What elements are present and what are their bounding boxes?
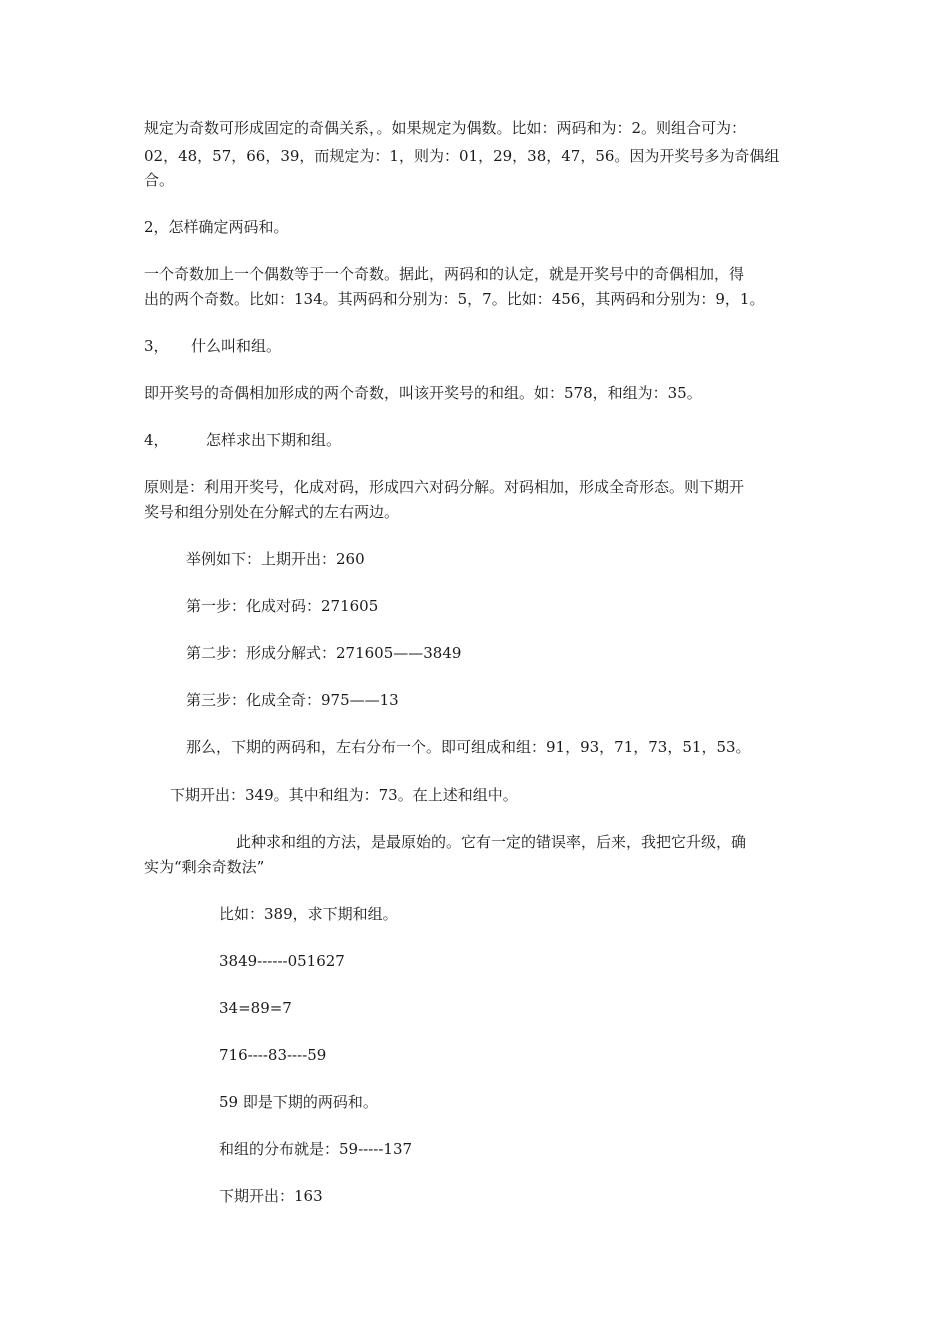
paragraph-line: 02，48，57，66，39，而规定为：1，则为：01，29，38，47，56。因为开奖号多为奇偶组	[144, 147, 780, 165]
example-line: 716----83----59	[219, 1046, 327, 1064]
example-line: 34=89=7	[219, 999, 292, 1017]
example-line: 第三步：化成全奇：975——13	[186, 691, 399, 709]
example-line: 第一步：化成对码：271605	[186, 597, 379, 615]
paragraph-line: 奖号和组分别处在分解式的左右两边。	[144, 503, 400, 521]
example-line: 和组的分布就是：59-----137	[219, 1140, 413, 1158]
section-heading: 3， 什么叫和组。	[144, 337, 282, 355]
example-line: 第二步：形成分解式：271605——3849	[186, 644, 462, 662]
paragraph-line: 原则是：利用开奖号，化成对码，形成四六对码分解。对码相加，形成全奇形态。则下期开	[144, 478, 745, 496]
example-line: 3849------051627	[219, 952, 345, 970]
paragraph-line: 规定为奇数可形成固定的奇偶关系，。如果规定为偶数。比如：两码和为：2。则组合可为：	[144, 119, 747, 137]
paragraph-line: 合。	[144, 171, 175, 189]
example-line: 下期开出：163	[219, 1187, 323, 1205]
example-line: 下期开出：349。其中和组为：73。在上述和组中。	[170, 786, 518, 804]
example-line: 那么，下期的两码和，左右分布一个。即可组成和组：91，93，71，73，51，53。	[186, 738, 751, 756]
example-line: 59 即是下期的两码和。	[219, 1093, 378, 1111]
section-heading: 2，怎样确定两码和。	[144, 218, 289, 236]
example-line: 举例如下：上期开出：260	[186, 550, 365, 568]
section-heading: 4， 怎样求出下期和组。	[144, 431, 342, 449]
paragraph-line: 一个奇数加上一个偶数等于一个奇数。据此，两码和的认定，就是开奖号中的奇偶相加，得	[144, 265, 745, 283]
paragraph-line: 即开奖号的奇偶相加形成的两个奇数，叫该开奖号的和组。如：578，和组为：35。	[144, 384, 702, 402]
paragraph-line: 此种求和组的方法，是最原始的。它有一定的错误率，后来，我把它升级，确	[236, 833, 747, 851]
paragraph-line: 实为“剩余奇数法”	[144, 858, 265, 876]
paragraph-line: 出的两个奇数。比如：134。其两码和分别为：5，7。比如：456，其两码和分别为：9，1。	[144, 290, 765, 308]
example-line: 比如：389，求下期和组。	[219, 905, 398, 923]
